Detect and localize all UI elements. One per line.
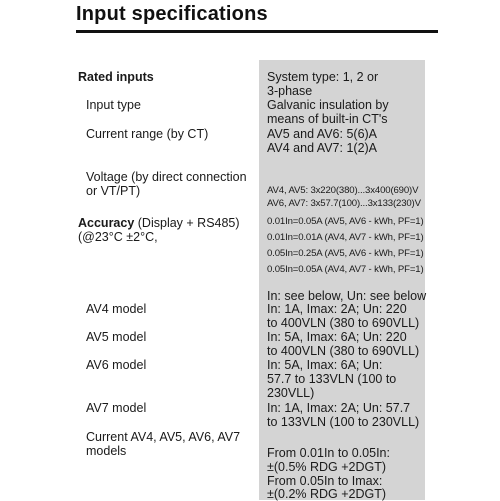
current-range-value-line-2: AV4 and AV7: 1(2)A — [267, 141, 378, 155]
av7-model-value-line-2: to 133VLN (100 to 230VLL) — [267, 415, 420, 429]
voltage-label-line-1: Voltage (by direct connection — [86, 170, 247, 184]
accuracy-value-line-2: 0.01In=0.01A (AV4, AV7 - kWh, PF=1) — [267, 232, 424, 243]
accuracy-heading-bold: Accuracy — [78, 216, 135, 230]
av6-model-label: AV6 model — [86, 358, 147, 372]
current-models-label-line-1: Current AV4, AV5, AV6, AV7 — [86, 430, 241, 444]
current-range-label: Current range (by CT) — [86, 127, 209, 141]
input-type-value-line-2: means of built-in CT's — [267, 112, 388, 126]
av5-model-value-line-2: to 400VLN (380 to 690VLL) — [267, 344, 420, 358]
voltage-value-line-1: AV4, AV5: 3x220(380)...3x400(690)V — [267, 185, 419, 196]
accuracy-value-line-1: 0.01In=0.05A (AV5, AV6 - kWh, PF=1) — [267, 216, 424, 227]
accuracy-heading — [78, 216, 240, 230]
system-type-value-line-1: System type: 1, 2 or — [267, 70, 379, 84]
av7-model-label: AV7 model — [86, 401, 147, 415]
av6-model-value-line-2: 57.7 to 133VLN (100 to — [267, 372, 397, 386]
title-divider — [76, 30, 438, 33]
system-type-value-line-2: 3-phase — [267, 84, 313, 98]
accuracy-heading-rest: (Display + RS485) — [134, 216, 240, 230]
voltage-label-line-2: or VT/PT) — [86, 184, 141, 198]
models-intro: In: see below, Un: see below — [267, 289, 427, 303]
current-value-line-2: ±(0.5% RDG +2DGT) — [267, 460, 387, 474]
current-models-label-line-2: models — [86, 444, 127, 458]
current-range-value-line-1: AV5 and AV6: 5(6)A — [267, 127, 378, 141]
av4-model-label: AV4 model — [86, 302, 147, 316]
current-value-line-3: From 0.05In to Imax: — [267, 474, 383, 488]
page-title: Input specifications — [76, 3, 268, 25]
av4-model-value-line-1: In: 1A, Imax: 2A; Un: 220 — [267, 302, 407, 316]
voltage-value-line-2: AV6, AV7: 3x57.7(100)...3x133(230)V — [267, 198, 421, 209]
av6-model-value-line-3: 230VLL) — [267, 386, 315, 400]
av5-model-value-line-1: In: 5A, Imax: 6A; Un: 220 — [267, 330, 407, 344]
av5-model-label: AV5 model — [86, 330, 147, 344]
current-value-line-1: From 0.01In to 0.05In: — [267, 446, 390, 460]
av7-model-value-line-1: In: 1A, Imax: 2A; Un: 57.7 — [267, 401, 411, 415]
accuracy-value-line-4: 0.05In=0.05A (AV4, AV7 - kWh, PF=1) — [267, 264, 424, 275]
av4-model-value-line-2: to 400VLN (380 to 690VLL) — [267, 316, 420, 330]
accuracy-condition: (@23°C ±2°C, — [78, 230, 158, 244]
av6-model-value-line-1: In: 5A, Imax: 6A; Un: — [267, 358, 383, 372]
values-column-background — [259, 60, 425, 500]
rated-inputs-heading: Rated inputs — [78, 70, 154, 84]
current-value-line-4: ±(0.2% RDG +2DGT) — [267, 487, 387, 501]
input-type-label: Input type — [86, 98, 141, 112]
input-type-value-line-1: Galvanic insulation by — [267, 98, 389, 112]
accuracy-value-line-3: 0.05In=0.25A (AV5, AV6 - kWh, PF=1) — [267, 248, 424, 259]
